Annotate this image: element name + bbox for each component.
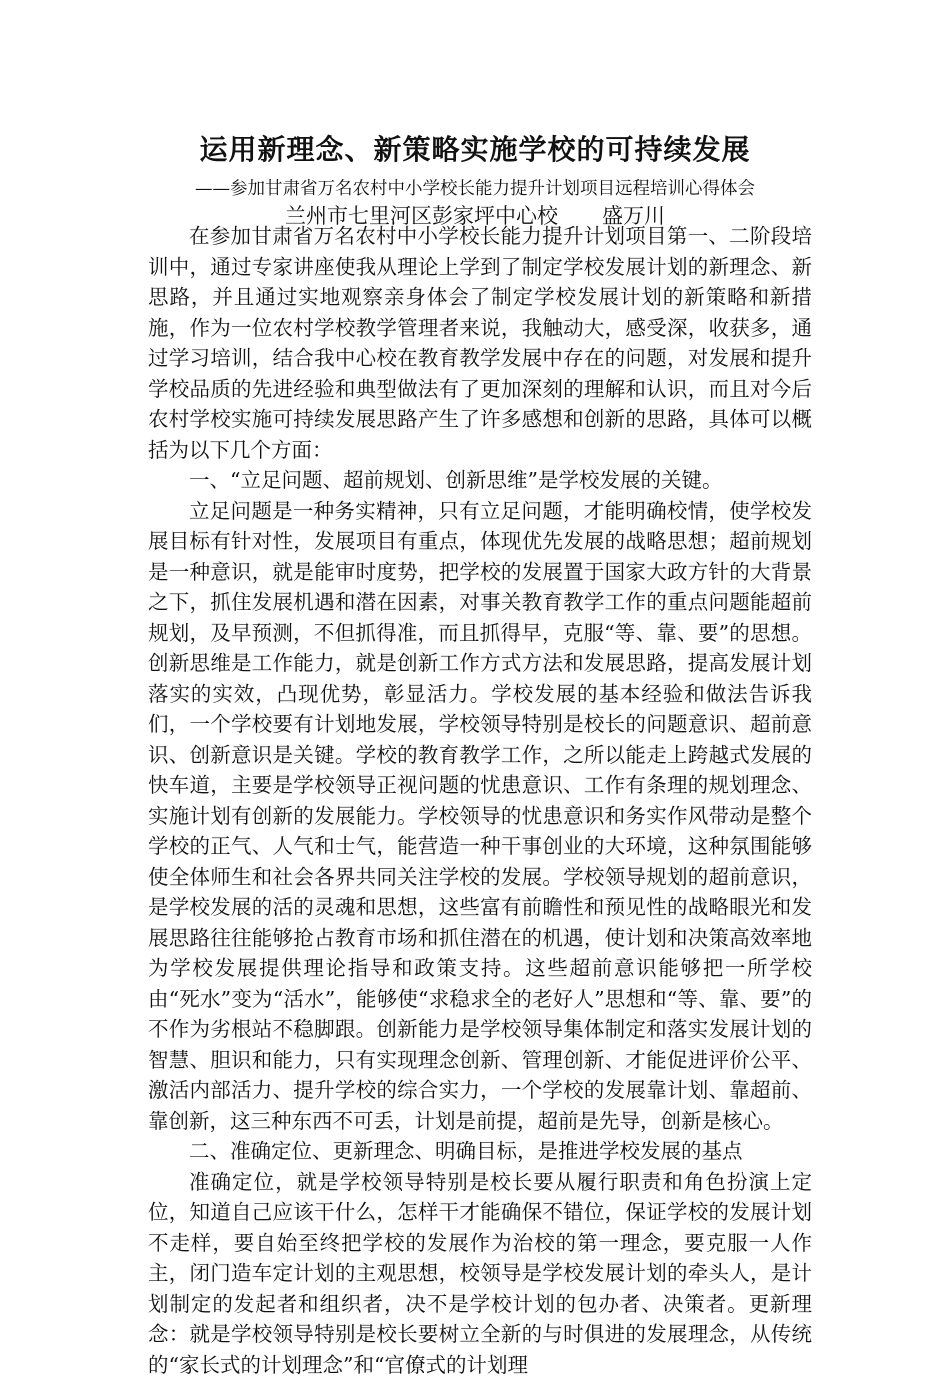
author-school: 兰州市七里河区彭家坪中心校	[285, 204, 558, 228]
document-body	[148, 221, 812, 1380]
section-heading-1: 一、“立足问题、超前规划、创新思维”是学校发展的关键。	[148, 465, 812, 496]
paragraph-intro: 在参加甘肃省万名农村中小学校长能力提升计划项目第一、二阶段培训中，通过专家讲座使我从理论上学到了制定学校发展计划的新理念、新思路，并且通过实地观察亲身体会了制定学校发展计划的新策略和新措施，作为一位农村学校教学管理者来说，我触动大，感受深，收获多，通过学习培训，结合我中心校在教育教学发展中存在的问题，对发展和提升学校品质的先进经验和典型做法有了更加深刻的理解和认识，而且对今后农村学校实施可持续发展思路产生了许多感想和创新的思路，具体可以概括为以下几个方面：	[148, 221, 812, 465]
paragraph-section-2: 准确定位，就是学校领导特别是校长要从履行职责和角色扮演上定位，知道自己应该干什么，怎样干才能确保不错位，保证学校的发展计划不走样，要自始至终把学校的发展作为治校的第一理念，要克服一人作主，闭门造车定计划的主观思想，校领导是学校发展计划的牵头人，是计划制定的发起者和组织者，决不是学校计划的包办者、决策者。更新理念：就是学校领导特别是校长要树立全新的与时俱进的发展理念，从传统的“家长式的计划理念”和“官僚式的计划理	[148, 1167, 812, 1380]
author-name: 盛万川	[602, 204, 665, 228]
document-title: 运用新理念、新策略实施学校的可持续发展	[0, 132, 950, 168]
paragraph-section-1: 立足问题是一种务实精神，只有立足问题，才能明确校情，使学校发展目标有针对性，发展项目有重点，体现优先发展的战略思想；超前规划是一种意识，就是能审时度势，把学校的发展置于国家大政方针的大背景之下，抓住发展机遇和潜在因素，对事关教育教学工作的重点问题能超前规划，及早预测，不但抓得准，而且抓得早，克服“等、靠、要”的思想。创新思维是工作能力，就是创新工作方式方法和发展思路，提高发展计划落实的实效，凸现优势，彰显活力。学校发展的基本经验和做法告诉我们，一个学校要有计划地发展，学校领导特别是校长的问题意识、超前意识、创新意识是关键。学校的教育教学工作，之所以能走上跨越式发展的快车道，主要是学校领导正视问题的忧患意识、工作有条理的规划理念、实施计划有创新的发展能力。学校领导的忧患意识和务实作风带动是整个学校的正气、人气和士气，能营造一种干事创业的大环境，这种氛围能够使全体师生和社会各界共同关注学校的发展。学校领导规划的超前意识，是学校发展的活的灵魂和思想，这些富有前瞻性和预见性的战略眼光和发展思路往往能够抢占教育市场和抓住潜在的机遇，使计划和决策高效率地为学校发展提供理论指导和政策支持。这些超前意识能够把一所学校由“死水”变为“活水”，能够使“求稳求全的老好人”思想和“等、靠、要”的不作为劣根站不稳脚跟。创新能力是学校领导集体制定和落实发展计划的智慧、胆识和能力，只有实现理念创新、管理创新、才能促进评价公平、激活内部活力、提升学校的综合实力，一个学校的发展靠计划、靠超前、靠创新，这三种东西不可丢，计划是前提，超前是先导，创新是核心。	[148, 496, 812, 1137]
section-heading-2: 二、准确定位、更新理念、明确目标，是推进学校发展的基点	[148, 1136, 812, 1167]
document-subtitle: ——参加甘肃省万名农村中小学校长能力提升计划项目远程培训心得体会	[0, 176, 950, 202]
